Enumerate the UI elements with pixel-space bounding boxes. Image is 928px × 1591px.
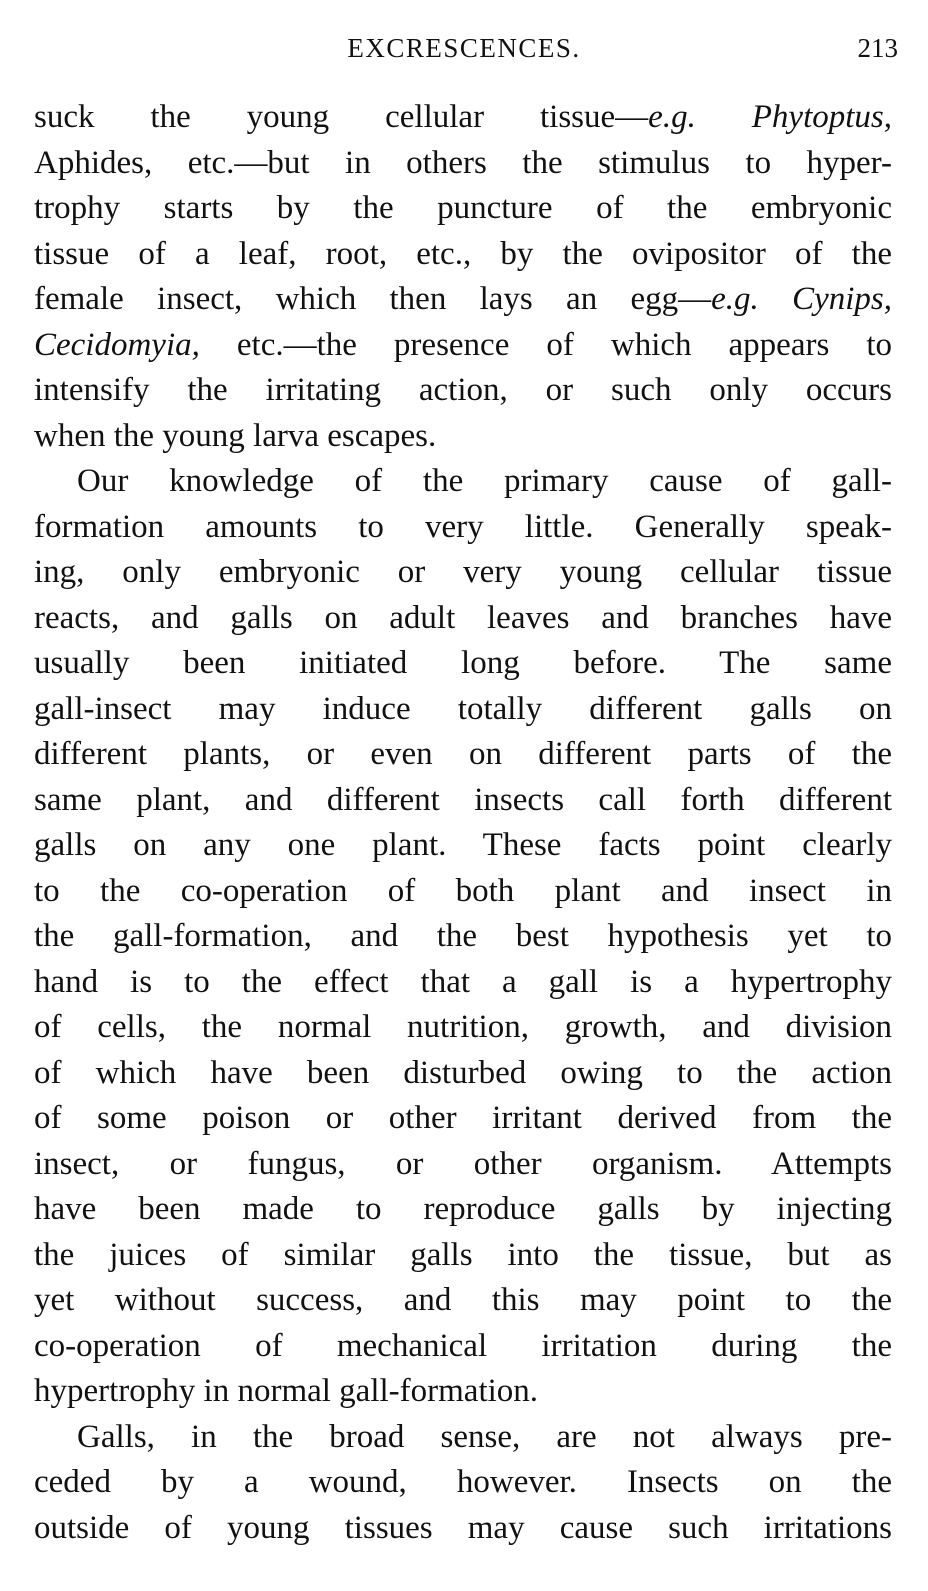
text-line: Galls, in the broad sense, are not always pre- xyxy=(77,1418,892,1455)
text-line: different plants, or even on different parts of the xyxy=(34,736,892,772)
text-line: outside of young tissues may cause such irritations xyxy=(34,1509,892,1546)
running-title: EXCRESCENCES. xyxy=(347,33,581,63)
text-line: when the young larva escapes. xyxy=(34,417,437,454)
text-line: gall-insect may induce totally different galls on xyxy=(34,690,892,727)
page-number: 213 xyxy=(857,33,898,63)
running-head xyxy=(0,28,928,68)
paragraph xyxy=(34,95,892,459)
text-line: formation amounts to very little. Generally speak- xyxy=(34,508,892,545)
text-line: trophy starts by the puncture of the embryonic xyxy=(34,190,892,226)
text-line: of some poison or other irritant derived from the xyxy=(34,1100,892,1136)
text-line: suck the young cellular tissue—e.g. Phytoptus, xyxy=(34,99,892,135)
text-line: ing, only embryonic or very young cellular tissue xyxy=(34,554,892,590)
text-line: the juices of similar galls into the tissue, but as xyxy=(34,1236,892,1273)
text-line: Our knowledge of the primary cause of gall- xyxy=(77,463,892,499)
text-line: hypertrophy in normal gall-formation. xyxy=(34,1373,539,1409)
text-line: have been made to reproduce galls by injecting xyxy=(34,1191,892,1227)
paragraph xyxy=(34,1415,892,1552)
body-text xyxy=(34,95,892,1551)
text-line: reacts, and galls on adult leaves and branches have xyxy=(34,599,892,636)
text-line: to the co-operation of both plant and insect in xyxy=(34,872,892,909)
text-line: same plant, and different insects call forth different xyxy=(34,781,892,818)
text-line: tissue of a leaf, root, etc., by the ovipositor of the xyxy=(34,235,892,272)
text-line: galls on any one plant. These facts point clearly xyxy=(34,827,892,863)
text-line: Cecidomyia, etc.—the presence of which appears to xyxy=(34,326,892,363)
text-line: the gall-formation, and the best hypothesis yet to xyxy=(34,918,892,954)
text-line: hand is to the effect that a gall is a hypertrophy xyxy=(34,963,892,1000)
text-line: intensify the irritating action, or such only occurs xyxy=(34,372,892,408)
text-line: ceded by a wound, however. Insects on the xyxy=(34,1464,892,1500)
text-line: usually been initiated long before. The same xyxy=(34,645,892,681)
text-line: Aphides, etc.—but in others the stimulus to hyper- xyxy=(34,144,892,181)
text-line: of cells, the normal nutrition, growth, and division xyxy=(34,1009,892,1045)
text-line: co-operation of mechanical irritation during the xyxy=(34,1327,892,1364)
text-line: female insect, which then lays an egg—e.g. Cynips, xyxy=(34,281,893,317)
text-line: of which have been disturbed owing to the action xyxy=(34,1054,892,1091)
text-line: insect, or fungus, or other organism. Attempts xyxy=(34,1145,892,1182)
text-line: yet without success, and this may point to the xyxy=(34,1282,892,1318)
paragraph xyxy=(34,459,892,1415)
